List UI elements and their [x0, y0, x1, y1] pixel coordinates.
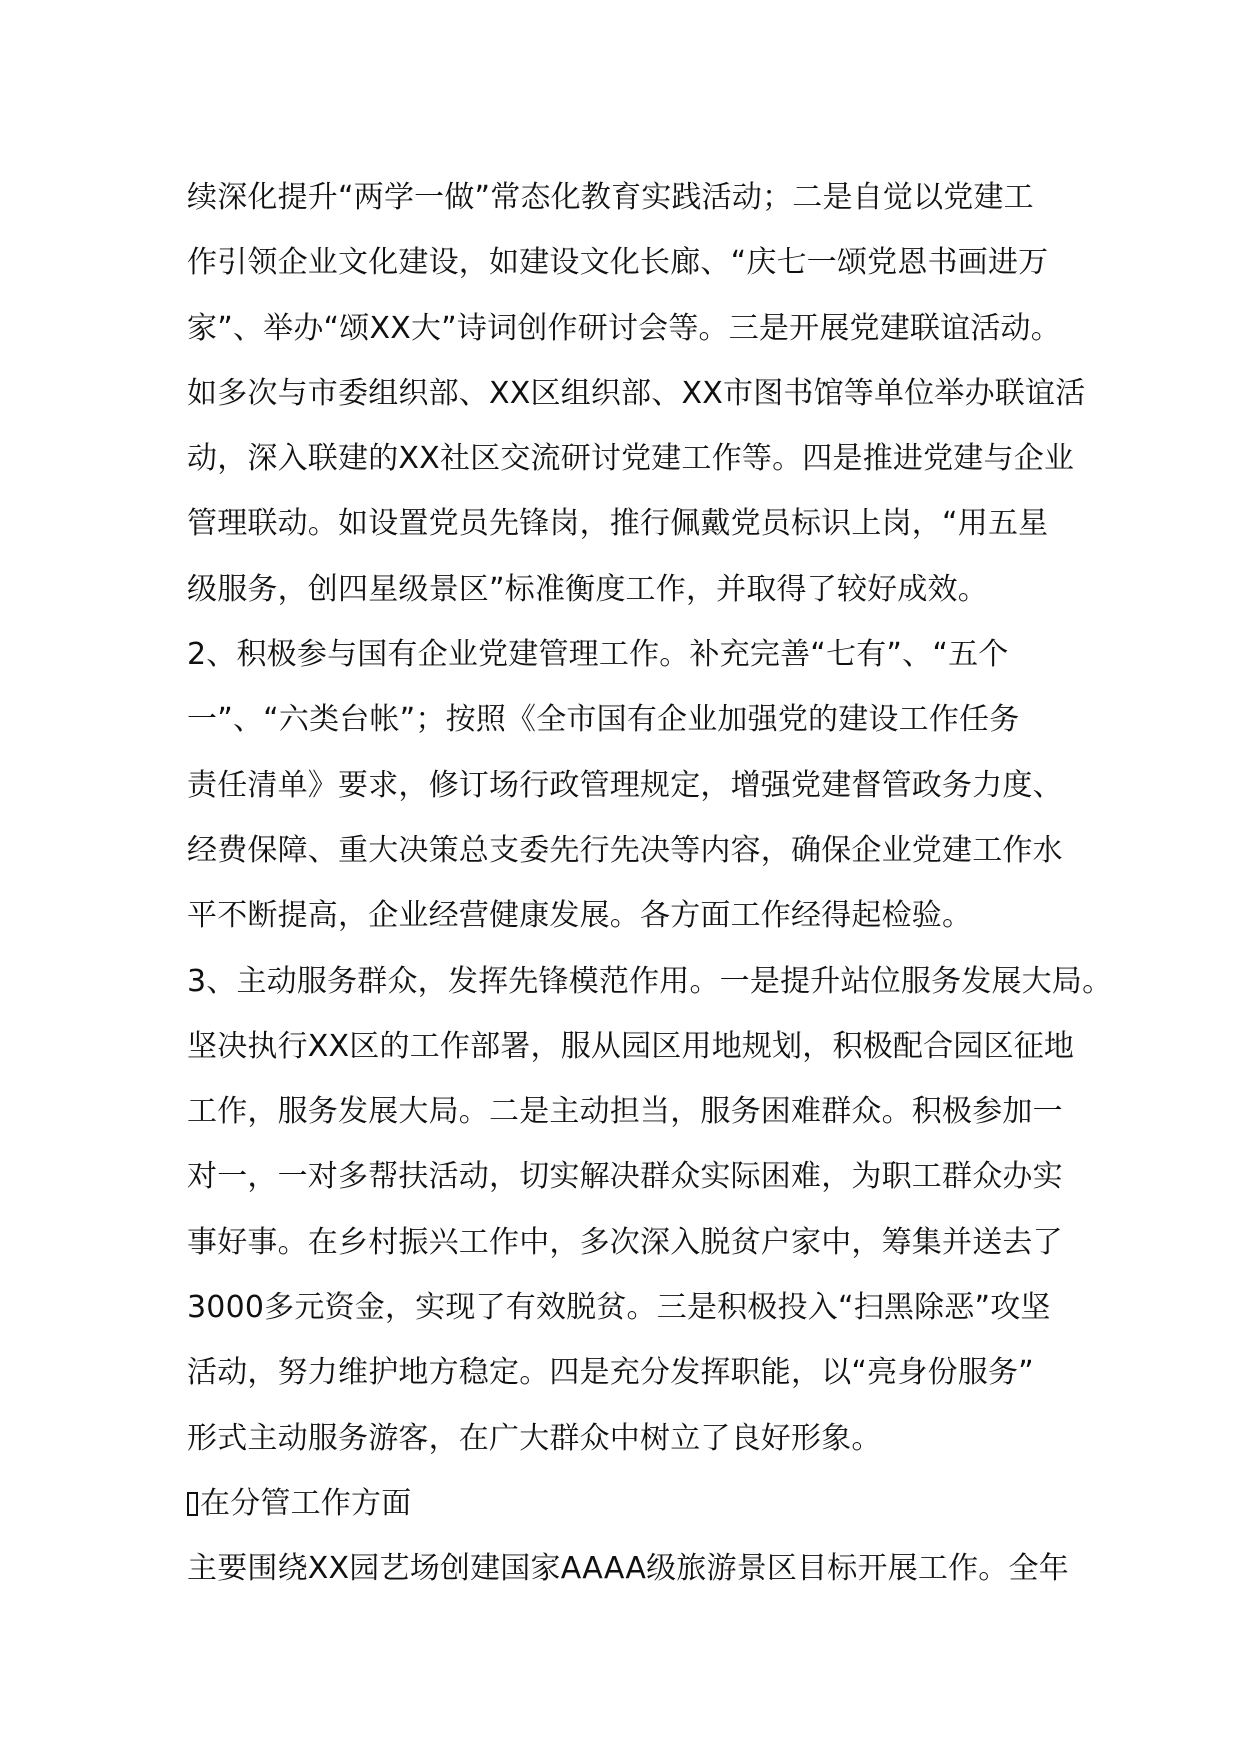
text-line: 级服务，创四星级景区”标准衡度工作，并取得了较好成效。	[187, 571, 988, 607]
text-line: 家”、举办“颂XX大”诗词创作研讨会等。三是开展党建联谊活动。	[187, 310, 1061, 346]
missing-glyph-box-icon	[187, 1492, 198, 1516]
text-line: 责任清单》要求，修订场行政管理规定，增强党建督管政务力度、	[187, 767, 1063, 803]
document-body	[187, 165, 1113, 1602]
text-line: 动，深入联建的XX社区交流研讨党建工作等。四是推进党建与企业	[187, 441, 1075, 477]
text-line: 2、积极参与国有企业党建管理工作。补充完善“七有”、“五个	[187, 637, 1009, 673]
section-heading-text: 在分管工作方面	[200, 1485, 412, 1521]
text-line: 主要围绕XX园艺场创建国家AAAA级旅游景区目标开展工作。全年	[187, 1551, 1069, 1587]
text-line: 作引领企业文化建设，如建设文化长廊、“庆七一颂党恩书画进万	[187, 245, 1049, 281]
text-line: 管理联动。如设置党员先锋岗，推行佩戴党员标识上岗，“用五星	[187, 506, 1049, 542]
section-heading	[187, 1471, 1067, 1536]
text-line: 经费保障、重大决策总支委先行先决等内容，确保企业党建工作水	[187, 832, 1063, 868]
text-line: 坚决执行XX区的工作部署，服从园区用地规划，积极配合园区征地	[187, 1028, 1075, 1064]
text-line: 事好事。在乡村振兴工作中，多次深入脱贫户家中，筹集并送去了	[187, 1224, 1063, 1260]
text-line: 活动，努力维护地方稳定。四是充分发挥职能，以“亮身份服务”	[187, 1355, 1034, 1391]
text-line: 对一，一对多帮扶活动，切实解决群众实际困难，为职工群众办实	[187, 1159, 1063, 1195]
text-line: 续深化提升“两学一做”常态化教育实践活动；二是自觉以党建工	[187, 180, 1034, 215]
text-line: 一”、“六类台帐”；按照《全市国有企业加强党的建设工作任务	[187, 702, 1020, 738]
text-line: 工作，服务发展大局。二是主动担当，服务困难群众。积极参加一	[187, 1094, 1063, 1130]
text-line: 平不断提高，企业经营健康发展。各方面工作经得起检验。	[187, 898, 973, 934]
text-line: 3、主动服务群众，发挥先锋模范作用。一是提升站位服务发展大局。	[187, 963, 1113, 999]
text-line: 形式主动服务游客，在广大群众中树立了良好形象。	[187, 1420, 882, 1456]
text-line: 3000多元资金，实现了有效脱贫。三是积极投入“扫黑除恶”攻坚	[187, 1290, 1051, 1326]
text-line: 如多次与市委组织部、XX区组织部、XX市图书馆等单位举办联谊活	[187, 375, 1086, 411]
